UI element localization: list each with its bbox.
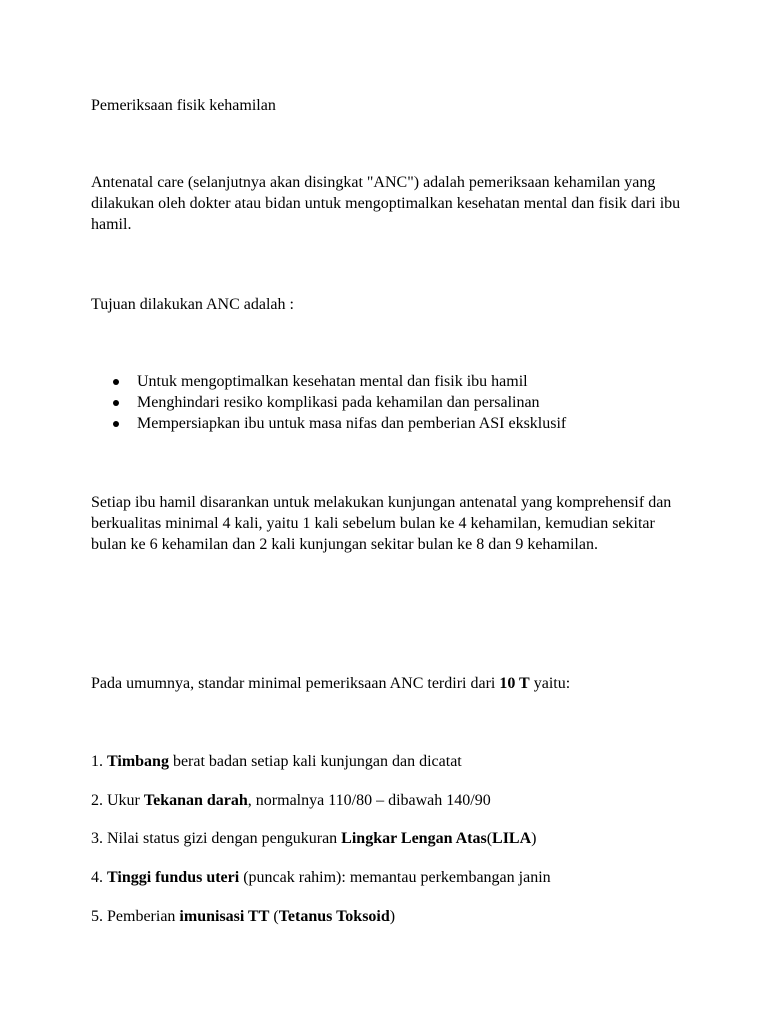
bullet-icon — [113, 400, 119, 406]
list-item — [91, 392, 566, 413]
list-item — [91, 413, 566, 434]
item-bold: imunisasi TT — [179, 908, 270, 925]
item-number: 2. — [91, 792, 107, 809]
item-bold: Lingkar Lengan Atas — [341, 830, 487, 847]
goal-text: Untuk mengoptimalkan kesehatan mental dan fisik ibu hamil — [137, 373, 528, 390]
standard-bold: 10 T — [499, 675, 530, 692]
goals-list — [91, 371, 566, 434]
standard-paragraph — [91, 673, 570, 694]
item-number: 1. — [91, 753, 107, 770]
item-bold: Tinggi fundus uteri — [107, 869, 240, 886]
standard-text-end: yaitu: — [529, 675, 571, 692]
goal-text: Mempersiapkan ibu untuk masa nifas dan pemberian ASI eksklusif — [137, 415, 567, 432]
document-title: Pemeriksaan fisik kehamilan — [91, 97, 276, 114]
item-text-end: ( — [269, 908, 279, 925]
item-number: 5. — [91, 908, 107, 925]
numbered-item — [91, 867, 551, 888]
bullet-icon — [113, 421, 119, 427]
list-item — [91, 371, 566, 392]
item-text-end: (puncak rahim): memantau perkembangan janin — [239, 869, 551, 886]
item-bold: Tekanan darah — [143, 792, 248, 809]
goal-text: Menghindari resiko komplikasi pada kehamilan dan persalinan — [137, 394, 540, 411]
item-text: Nilai status gizi dengan pengukuran — [107, 830, 342, 847]
item-text-end: , normalnya 110/80 – dibawah 140/90 — [247, 792, 491, 809]
visits-paragraph: Setiap ibu hamil disarankan untuk melakukan kunjungan antenatal yang komprehensif dan berkualitas minimal 4 kali, yaitu 1 kali sebelum bulan ke 4 kehamilan, kemudian sekitar bulan ke 6 kehamilan dan 2 kali kunjungan sekitar bulan ke 8 dan 9 kehamilan. — [91, 494, 672, 553]
goals-heading: Tujuan dilakukan ANC adalah : — [91, 296, 294, 313]
numbered-item — [91, 906, 395, 927]
item-text-end: berat badan setiap kali kunjungan dan dicatat — [168, 753, 462, 770]
item-text: Pemberian — [107, 908, 180, 925]
item-text-end-2: ) — [389, 908, 396, 925]
item-number: 4. — [91, 869, 107, 886]
intro-paragraph: Antenatal care (selanjutnya akan disingkat "ANC") adalah pemeriksaan kehamilan yang dilakukan oleh dokter atau bidan untuk mengoptimalkan kesehatan mental dan fisik dari ibu hamil. — [91, 174, 681, 233]
standard-text: Pada umumnya, standar minimal pemeriksaan ANC terdiri dari — [91, 675, 500, 692]
item-bold-2: LILA — [492, 830, 532, 847]
item-number: 3. — [91, 830, 107, 847]
numbered-item — [91, 790, 491, 811]
item-text-end: ( — [486, 830, 493, 847]
bullet-icon — [113, 379, 119, 385]
numbered-item — [91, 751, 462, 772]
item-text: Ukur — [107, 792, 144, 809]
item-text-end-2: ) — [531, 830, 537, 847]
numbered-item — [91, 828, 536, 849]
item-bold: Timbang — [107, 753, 169, 770]
item-bold-2: Tetanus Toksoid — [278, 908, 390, 925]
